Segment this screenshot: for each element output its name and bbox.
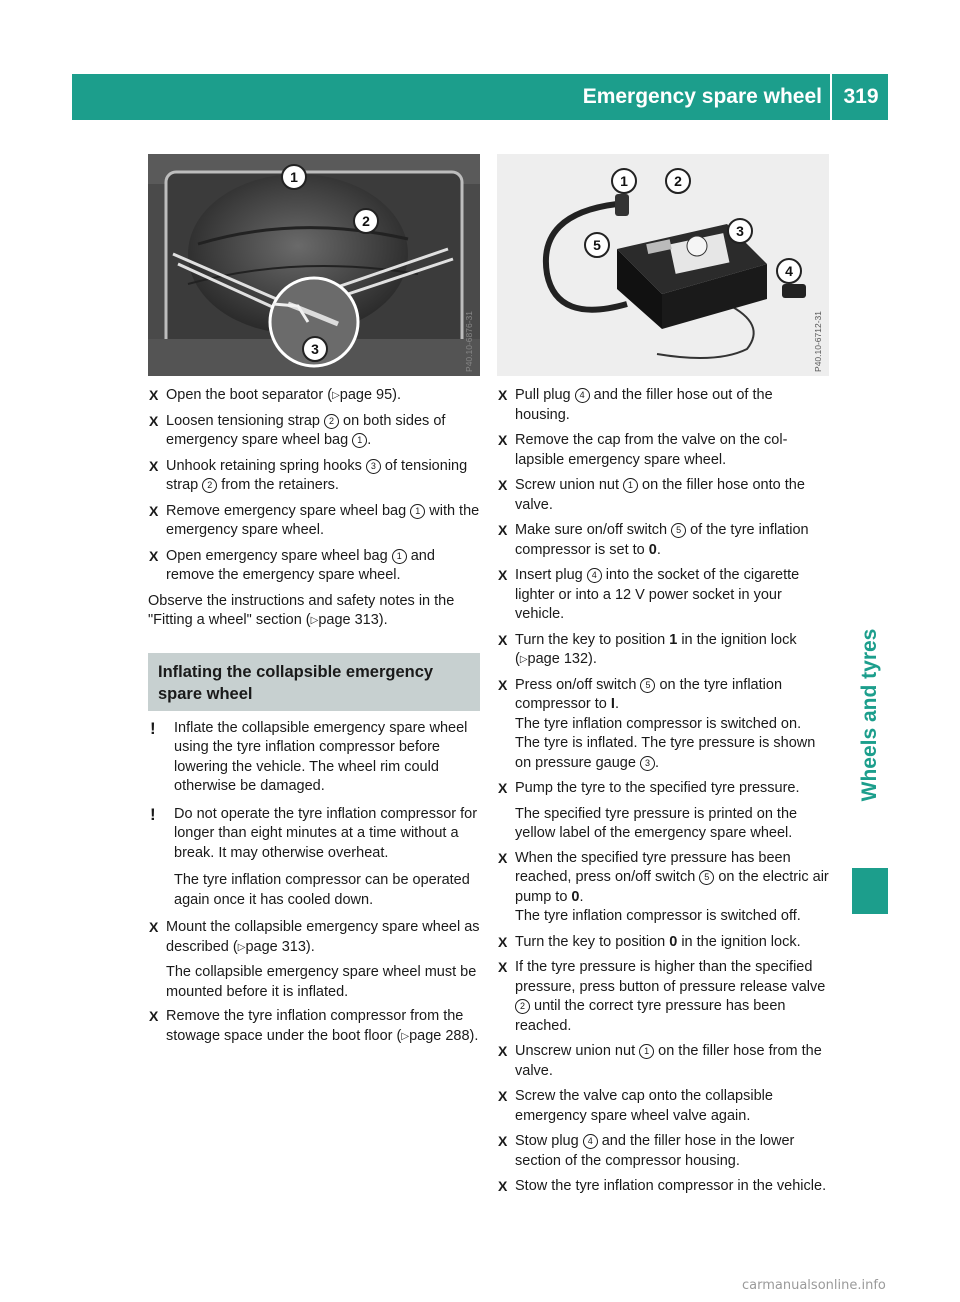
callout-2: 2 bbox=[353, 208, 379, 234]
page-ref-link[interactable]: page 132). bbox=[527, 651, 597, 667]
step-press-switch-on: X Press on/off switch 5 on the tyre inflation compressor to I. The tyre inflation compressor is switched on. The tyre is inflated. The tyre pressure is shown on pressure gauge 3 . bbox=[498, 676, 816, 771]
circled-number: 5 bbox=[671, 523, 686, 538]
chapter-label: Wheels and tyres bbox=[858, 628, 881, 802]
bullet-arrow-icon: X bbox=[149, 387, 159, 403]
chapter-tab bbox=[852, 868, 888, 914]
observe-note: Observe the instructions and safety notes in the "Fitting a wheel" section (▷page 313). bbox=[148, 592, 455, 628]
step-mount-wheel: X Mount the collapsible emergency spare wheel as described (▷page 313). bbox=[149, 919, 480, 955]
circled-number: 1 bbox=[352, 433, 367, 448]
circled-number: 1 bbox=[639, 1044, 654, 1059]
bullet-arrow-icon: X bbox=[498, 1178, 508, 1194]
page-ref-link[interactable]: page 313). bbox=[318, 612, 388, 628]
bullet-arrow-icon: X bbox=[498, 1133, 508, 1149]
step-turn-key-0: X Turn the key to position 0 in the ignition lock. bbox=[497, 933, 829, 953]
step-note: The collapsible emergency spare wheel must be mounted before it is inflated. bbox=[166, 964, 477, 1000]
watermark: carmanualsonline.info bbox=[742, 1278, 886, 1293]
circled-number: 5 bbox=[699, 870, 714, 885]
page-ref-link[interactable]: page 313). bbox=[245, 938, 315, 955]
bullet-arrow-icon: X bbox=[498, 1043, 508, 1059]
circled-number: 3 bbox=[640, 756, 655, 771]
step-insert-plug: X Insert plug 4 into the socket of the cigarette lighter or into a 12 V power socket in your vehicle. bbox=[498, 567, 800, 622]
circled-number: 4 bbox=[575, 388, 590, 403]
step-pump-tyre: X Pump the tyre to the specified tyre pressure. bbox=[497, 779, 829, 799]
page-ref-arrow-icon: ▷ bbox=[310, 615, 319, 626]
circled-number: 2 bbox=[324, 414, 339, 429]
step-stow-plug: X Stow plug 4 and the filler hose in the lower section of the compressor housing. bbox=[498, 1133, 795, 1169]
page-ref-arrow-icon: ▷ bbox=[237, 941, 246, 953]
warning-rim-damage: ! Inflate the collapsible emergency spare wheel using the tyre inflation compressor before lowering the vehicle. The wheel rim could otherwise be damaged. bbox=[150, 718, 468, 794]
page-ref-arrow-icon: ▷ bbox=[401, 1030, 410, 1042]
figure-ref-code: P40.10-6876-31 bbox=[464, 311, 474, 372]
step-remove-compressor: X Remove the tyre inflation compressor from the stowage space under the boot floor (▷page 288). bbox=[149, 1008, 479, 1044]
callout-1: 1 bbox=[611, 168, 637, 194]
callout-5: 5 bbox=[584, 232, 610, 258]
bullet-arrow-icon: X bbox=[498, 387, 508, 403]
figure-compressor bbox=[497, 154, 829, 376]
bullet-arrow-icon: X bbox=[149, 457, 159, 474]
left-column bbox=[148, 386, 480, 1052]
callout-3: 3 bbox=[302, 336, 328, 362]
step-remove-bag: X Remove emergency spare wheel bag 1 with the emergency spare wheel. bbox=[149, 502, 480, 538]
bullet-arrow-icon: X bbox=[149, 547, 159, 564]
header-divider bbox=[830, 74, 832, 120]
step-release-pressure: X If the tyre pressure is higher than the specified pressure, press button of pressure release valve 2 until the correct tyre pressure has been reached. bbox=[498, 959, 826, 1034]
step-remove-cap: X Remove the cap from the valve on the collapsible emergency spare wheel. bbox=[498, 432, 788, 468]
bullet-arrow-icon: X bbox=[498, 1088, 508, 1104]
step-screw-valve-cap: X Screw the valve cap onto the collapsible emergency spare wheel valve again. bbox=[498, 1088, 773, 1124]
page-ref-link[interactable]: page 95). bbox=[339, 387, 402, 403]
circled-number: 1 bbox=[410, 504, 425, 519]
figure-boot-spare-wheel bbox=[148, 154, 480, 376]
page-ref-arrow-icon: ▷ bbox=[332, 390, 340, 401]
bullet-arrow-icon: X bbox=[498, 780, 508, 796]
right-column bbox=[497, 386, 829, 1203]
step-loosen-strap: X Loosen tensioning strap 2 on both sides of emergency spare wheel bag 1 . bbox=[149, 412, 446, 448]
warning-icon: ! bbox=[150, 718, 156, 738]
warning-note: The tyre inflation compressor can be operated again once it has cooled down. bbox=[174, 872, 470, 908]
bullet-arrow-icon: X bbox=[498, 849, 508, 866]
page-number: 319 bbox=[843, 85, 879, 108]
bullet-arrow-icon: X bbox=[149, 502, 159, 519]
bullet-arrow-icon: X bbox=[498, 959, 508, 975]
step-screw-union-nut: X Screw union nut 1 on the filler hose onto the valve. bbox=[498, 477, 805, 513]
step-pull-plug: X Pull plug 4 and the filler hose out of the housing. bbox=[498, 387, 773, 423]
step-unhook-hooks: X Unhook retaining spring hooks 3 of tensioning strap 2 from the retainers. bbox=[149, 457, 468, 493]
circled-number: 1 bbox=[392, 549, 407, 564]
bullet-arrow-icon: X bbox=[498, 933, 508, 950]
step-open-boot-separator: X Open the boot separator (▷page 95). bbox=[148, 386, 480, 406]
step-open-bag: X Open emergency spare wheel bag 1 and remove the emergency spare wheel. bbox=[149, 547, 435, 583]
step-check-switch: X Make sure on/off switch 5 of the tyre inflation compressor is set to 0. bbox=[498, 522, 809, 558]
circled-number: 4 bbox=[587, 568, 602, 583]
callout-2: 2 bbox=[665, 168, 691, 194]
warning-overheat: ! Do not operate the tyre inflation compressor for longer than eight minutes at a time without a break. It may otherwise overheat. bbox=[150, 804, 478, 861]
step-note: The specified tyre pressure is printed on the yellow label of the emergency spare wheel. bbox=[515, 805, 798, 841]
circled-number: 2 bbox=[515, 999, 530, 1014]
chapter-side-label bbox=[852, 590, 888, 840]
bullet-arrow-icon: X bbox=[498, 432, 508, 448]
bullet-arrow-icon: X bbox=[149, 1008, 159, 1024]
bullet-arrow-icon: X bbox=[498, 477, 508, 493]
bullet-arrow-icon: X bbox=[498, 567, 508, 583]
circled-number: 1 bbox=[623, 478, 638, 493]
circled-number: 5 bbox=[640, 678, 655, 693]
bullet-arrow-icon: X bbox=[498, 676, 508, 693]
bullet-arrow-icon: X bbox=[149, 919, 159, 935]
circled-number: 3 bbox=[366, 459, 381, 474]
step-unscrew-union-nut: X Unscrew union nut 1 on the filler hose from the valve. bbox=[498, 1043, 822, 1079]
callout-4: 4 bbox=[776, 258, 802, 284]
bullet-arrow-icon: X bbox=[498, 631, 508, 648]
figure-ref-code: P40.10-6712-31 bbox=[813, 311, 823, 372]
page-title: Emergency spare wheel bbox=[582, 85, 822, 108]
circled-number: 4 bbox=[583, 1134, 598, 1149]
bullet-arrow-icon: X bbox=[149, 412, 159, 429]
bullet-arrow-icon: X bbox=[498, 522, 508, 538]
step-turn-key-1: X Turn the key to position 1 in the ignition lock (▷page 132). bbox=[498, 631, 797, 667]
callout-1: 1 bbox=[281, 164, 307, 190]
callout-3: 3 bbox=[727, 218, 753, 244]
circled-number: 2 bbox=[202, 478, 217, 493]
warning-icon: ! bbox=[150, 804, 156, 824]
page-ref-link[interactable]: page 288). bbox=[409, 1027, 479, 1044]
step-stow-compressor: X Stow the tyre inflation compressor in the vehicle. bbox=[497, 1177, 829, 1197]
step-switch-off: X When the specified tyre pressure has been reached, press on/off switch 5 on the electric air pump to 0. The tyre inflation compressor is switched off. bbox=[498, 849, 829, 924]
section-heading: Inflating the collapsible emergency spare wheel bbox=[148, 653, 480, 711]
page-ref-arrow-icon: ▷ bbox=[519, 654, 528, 665]
header-bar bbox=[72, 74, 888, 120]
